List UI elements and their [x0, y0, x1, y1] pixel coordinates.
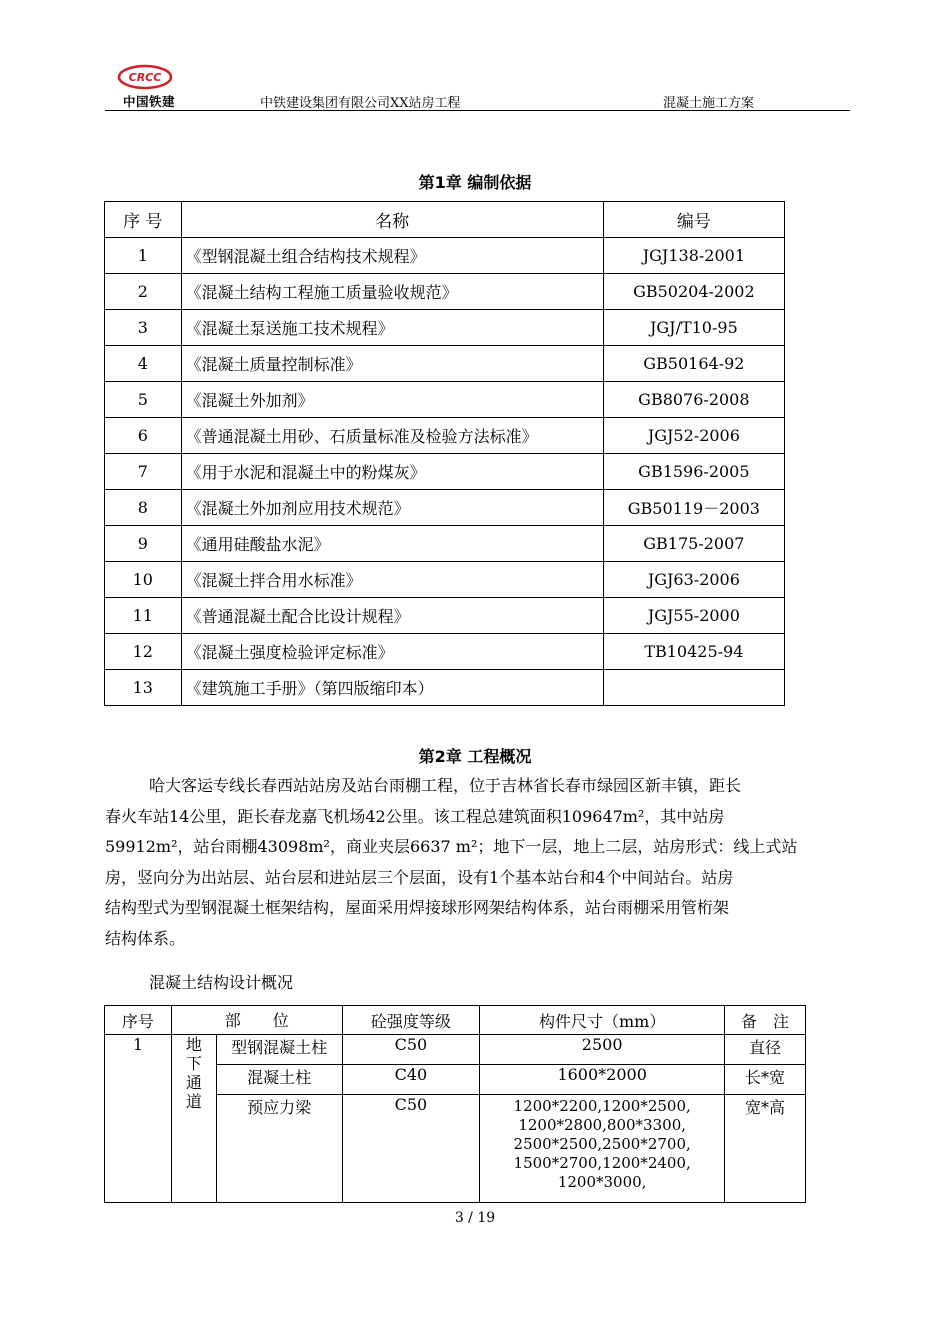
- cell-code: GB50204-2002: [603, 274, 784, 310]
- cell-name: 《通用硅酸盐水泥》: [181, 526, 603, 562]
- cell-note: 长*宽: [725, 1065, 806, 1095]
- table-row: [105, 310, 785, 346]
- cell-size: 2500: [480, 1035, 725, 1065]
- cell-size: 1200*2200,1200*2500, 1200*2800,800*3300, 2500*2500,2500*2700, 1500*2700,1200*2400, 1200*3000,: [480, 1095, 725, 1203]
- crcc-logo-icon: [109, 62, 181, 92]
- header-no: 序号: [105, 1006, 172, 1035]
- header-code: 编号: [603, 202, 784, 238]
- cell-no: 4: [105, 346, 182, 382]
- group-label: 地下通道: [185, 1035, 202, 1111]
- cell-code: GB175-2007: [603, 526, 784, 562]
- cell-no: 13: [105, 670, 182, 706]
- header-no: 序 号: [105, 202, 182, 238]
- cell-grade: C50: [342, 1035, 480, 1065]
- table-header-row: [105, 1006, 806, 1035]
- table-row: [105, 634, 785, 670]
- header-note: 备 注: [725, 1006, 806, 1035]
- table-row: [105, 526, 785, 562]
- cell-code: GB8076-2008: [603, 382, 784, 418]
- cell-no: 5: [105, 382, 182, 418]
- table-row: [105, 1035, 806, 1065]
- table-row: [105, 382, 785, 418]
- cell-no: 12: [105, 634, 182, 670]
- header-name: 名称: [181, 202, 603, 238]
- header-project-title: 中铁建设集团有限公司XX站房工程: [260, 96, 461, 111]
- cell-name: 《混凝土外加剂》: [181, 382, 603, 418]
- table-row: [105, 562, 785, 598]
- cell-row-no: 1: [105, 1035, 172, 1203]
- cell-name: 《混凝土外加剂应用技术规范》: [181, 490, 603, 526]
- cell-no: 7: [105, 454, 182, 490]
- cell-code: JGJ138-2001: [603, 238, 784, 274]
- svg-text:CRCC: CRCC: [128, 71, 162, 84]
- cell-no: 10: [105, 562, 182, 598]
- cell-name: 《用于水泥和混凝土中的粉煤灰》: [181, 454, 603, 490]
- cell-code: JGJ/T10-95: [603, 310, 784, 346]
- paragraph-line: 哈大客运专线长春西站站房及站台雨棚工程，位于吉林省长春市绿园区新丰镇，距长: [149, 776, 742, 795]
- table-row: [105, 670, 785, 706]
- chapter-1-title: 第1章 编制依据: [418, 173, 532, 192]
- header-size: 构件尺寸（mm）: [480, 1006, 725, 1035]
- table-header-row: [105, 202, 785, 238]
- paragraph-line: 结构体系。: [105, 928, 186, 948]
- cell-code: GB50119－2003: [603, 490, 784, 526]
- chapter-2-title: 第2章 工程概况: [418, 747, 532, 766]
- table-row: [105, 418, 785, 454]
- paragraph-line: 59912m²，站台雨棚43098m²，商业夹层6637 m²；地下一层，地上二层，站房形式：线上式站: [105, 837, 798, 856]
- concrete-design-table: [104, 1005, 806, 1203]
- logo-name: 中国铁建: [123, 94, 176, 109]
- cell-no: 11: [105, 598, 182, 634]
- table-row: [105, 598, 785, 634]
- cell-name: 《混凝土质量控制标准》: [181, 346, 603, 382]
- cell-code: GB50164-92: [603, 346, 784, 382]
- cell-no: 1: [105, 238, 182, 274]
- paragraph-line: 结构型式为型钢混凝土框架结构，屋面采用焊接球形网架结构体系，站台雨棚采用管桁架: [105, 898, 730, 917]
- crcc-logo: [109, 62, 181, 109]
- header-part: 部 位: [171, 1006, 342, 1035]
- cell-code: JGJ55-2000: [603, 598, 784, 634]
- header-grade: 砼强度等级: [342, 1006, 480, 1035]
- cell-code: [603, 670, 784, 706]
- cell-size: 1600*2000: [480, 1065, 725, 1095]
- cell-no: 9: [105, 526, 182, 562]
- table-row: [105, 274, 785, 310]
- project-overview-paragraph: [105, 771, 852, 954]
- cell-code: GB1596-2005: [603, 454, 784, 490]
- cell-part: 预应力梁: [216, 1095, 342, 1203]
- paragraph-line: 春火车站14公里，距长春龙嘉飞机场42公里。该工程总建筑面积109647m²，其中站房: [105, 806, 725, 826]
- table-row: [105, 238, 785, 274]
- cell-no: 6: [105, 418, 182, 454]
- cell-no: 8: [105, 490, 182, 526]
- header-document-title: 混凝土施工方案: [663, 96, 755, 111]
- cell-no: 3: [105, 310, 182, 346]
- paragraph-line: 房，竖向分为出站层、站台层和进站层三个层面，设有1个基本站台和4个中间站台。站房: [105, 867, 734, 887]
- cell-note: 宽*高: [725, 1095, 806, 1203]
- table2-caption: 混凝土结构设计概况: [149, 973, 294, 992]
- cell-note: 直径: [725, 1035, 806, 1065]
- cell-group: [171, 1035, 216, 1203]
- table-row: [105, 346, 785, 382]
- cell-code: TB10425-94: [603, 634, 784, 670]
- cell-name: 《混凝土结构工程施工质量验收规范》: [181, 274, 603, 310]
- table-row: [105, 454, 785, 490]
- basis-table: [104, 201, 785, 706]
- cell-name: 《型钢混凝土组合结构技术规程》: [181, 238, 603, 274]
- cell-name: 《混凝土拌合用水标准》: [181, 562, 603, 598]
- cell-name: 《建筑施工手册》（第四版缩印本）: [181, 670, 603, 706]
- cell-part: 混凝土柱: [216, 1065, 342, 1095]
- cell-name: 《混凝土强度检验评定标准》: [181, 634, 603, 670]
- table-row: [105, 490, 785, 526]
- cell-code: JGJ63-2006: [603, 562, 784, 598]
- cell-part: 型钢混凝土柱: [216, 1035, 342, 1065]
- cell-name: 《普通混凝土用砂、石质量标准及检验方法标准》: [181, 418, 603, 454]
- cell-grade: C50: [342, 1095, 480, 1203]
- page-number: 3 / 19: [454, 1210, 496, 1226]
- cell-name: 《混凝土泵送施工技术规程》: [181, 310, 603, 346]
- cell-code: JGJ52-2006: [603, 418, 784, 454]
- cell-no: 2: [105, 274, 182, 310]
- cell-name: 《普通混凝土配合比设计规程》: [181, 598, 603, 634]
- cell-grade: C40: [342, 1065, 480, 1095]
- page-header: [105, 58, 850, 111]
